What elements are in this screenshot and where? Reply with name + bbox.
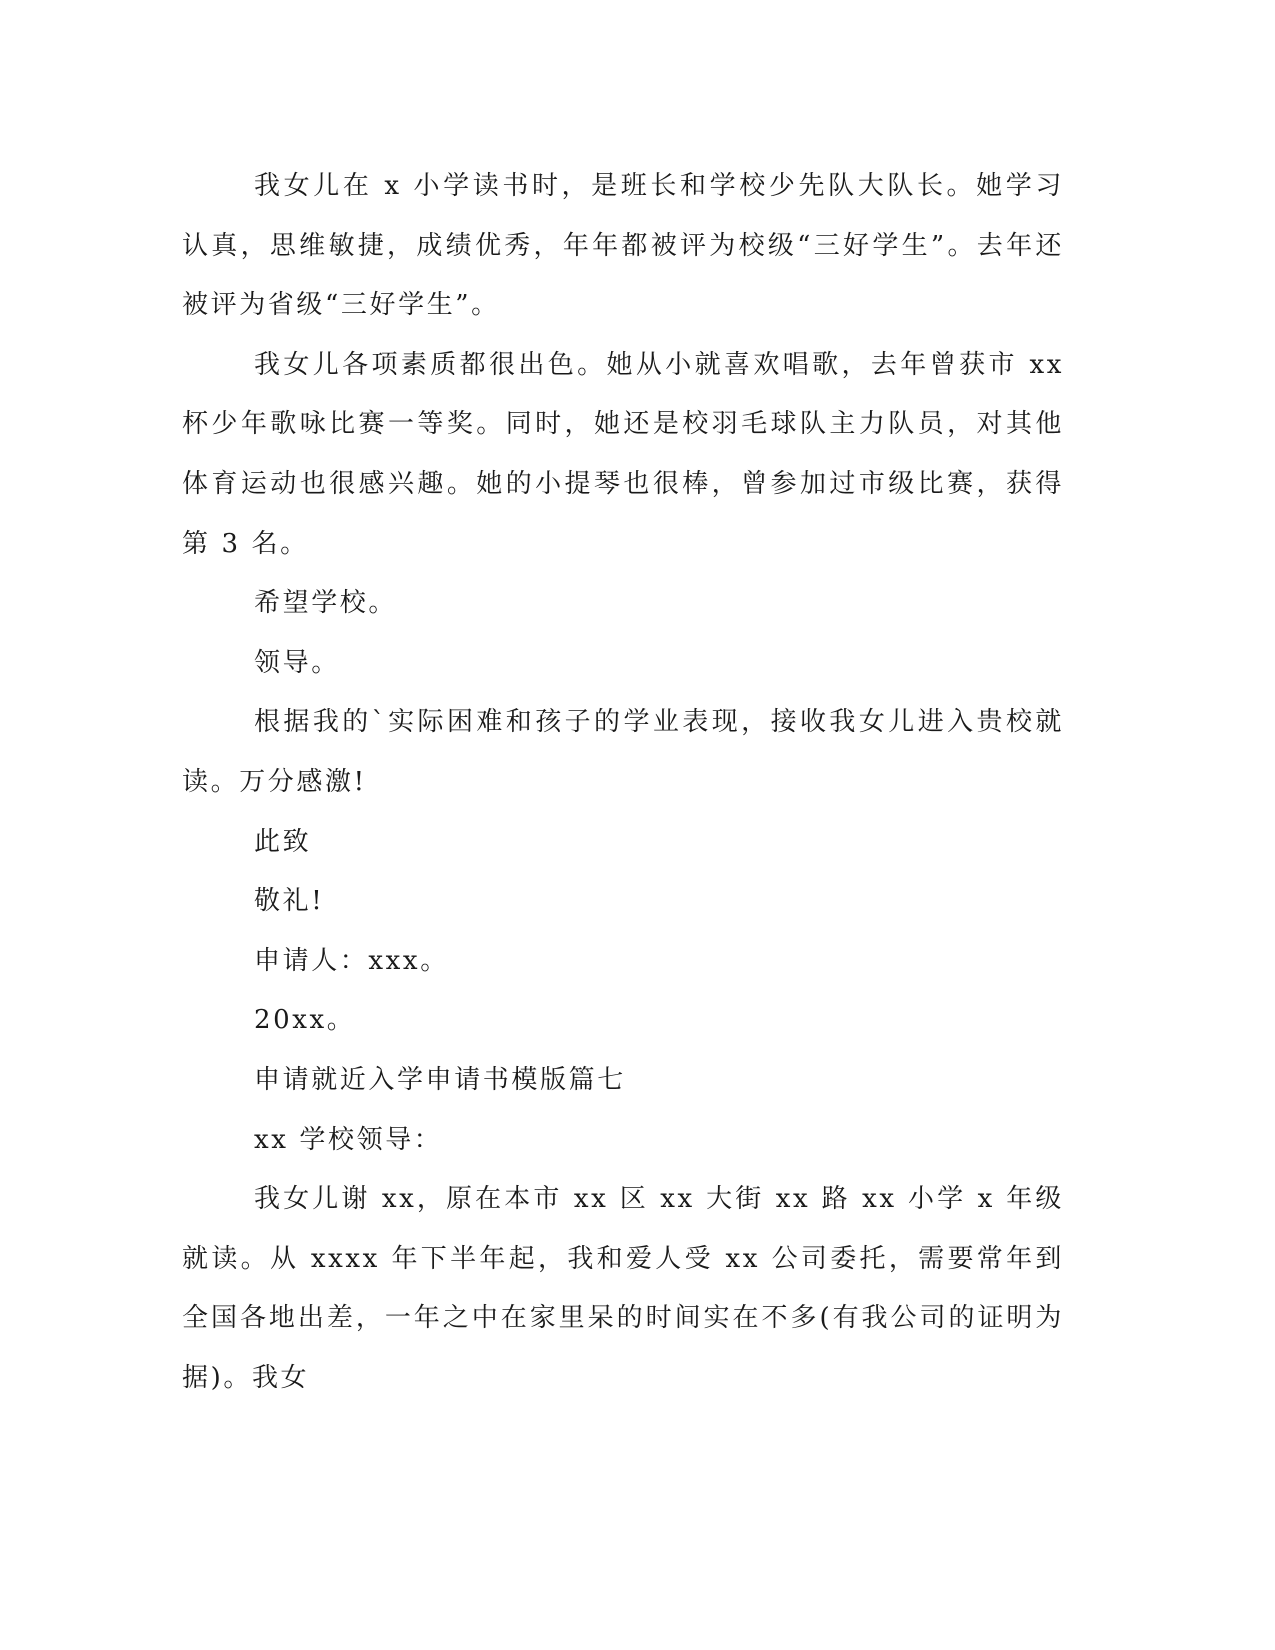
paragraph-qualities: 我女儿各项素质都很出色。她从小就喜欢唱歌，去年曾获市 xx 杯少年歌咏比赛一等奖。同时，她还是校羽毛球队主力队员，对其他体育运动也很感兴趣。她的小提琴也很棒，曾参加过市级比赛，获得第 3 名。 bbox=[182, 349, 1064, 559]
closing-jingli: 敬礼! bbox=[254, 886, 325, 917]
document-body bbox=[182, 157, 1064, 1408]
paragraph-hope-school: 希望学校。 bbox=[254, 588, 398, 619]
paragraph-background: 我女儿谢 xx，原在本市 xx 区 xx 大街 xx 路 xx 小学 x 年级就读。从 xxxx 年下半年起，我和爱人受 xx 公司委托，需要常年到全国各地出差，一年之中在家里呆的时间实在不多(有我公司的证明为据)。我女 bbox=[182, 1184, 1064, 1393]
paragraph-leaders: 领导。 bbox=[254, 647, 340, 678]
section-heading: 申请就近入学申请书模版篇七 bbox=[254, 1064, 626, 1095]
closing-cizhi: 此致 bbox=[254, 826, 312, 857]
paragraph-achievements: 我女儿在 x 小学读书时，是班长和学校少先队大队长。她学习认真，思维敏捷，成绩优秀，年年都被评为校级“三好学生”。去年还被评为省级“三好学生”。 bbox=[182, 171, 1064, 321]
paragraph-request: 根据我的`实际困难和孩子的学业表现，接收我女儿进入贵校就读。万分感激! bbox=[182, 707, 1064, 797]
applicant-line: 申请人：xxx。 bbox=[254, 945, 449, 976]
salutation: xx 学校领导： bbox=[254, 1124, 443, 1155]
date-line: 20xx。 bbox=[254, 1005, 356, 1036]
